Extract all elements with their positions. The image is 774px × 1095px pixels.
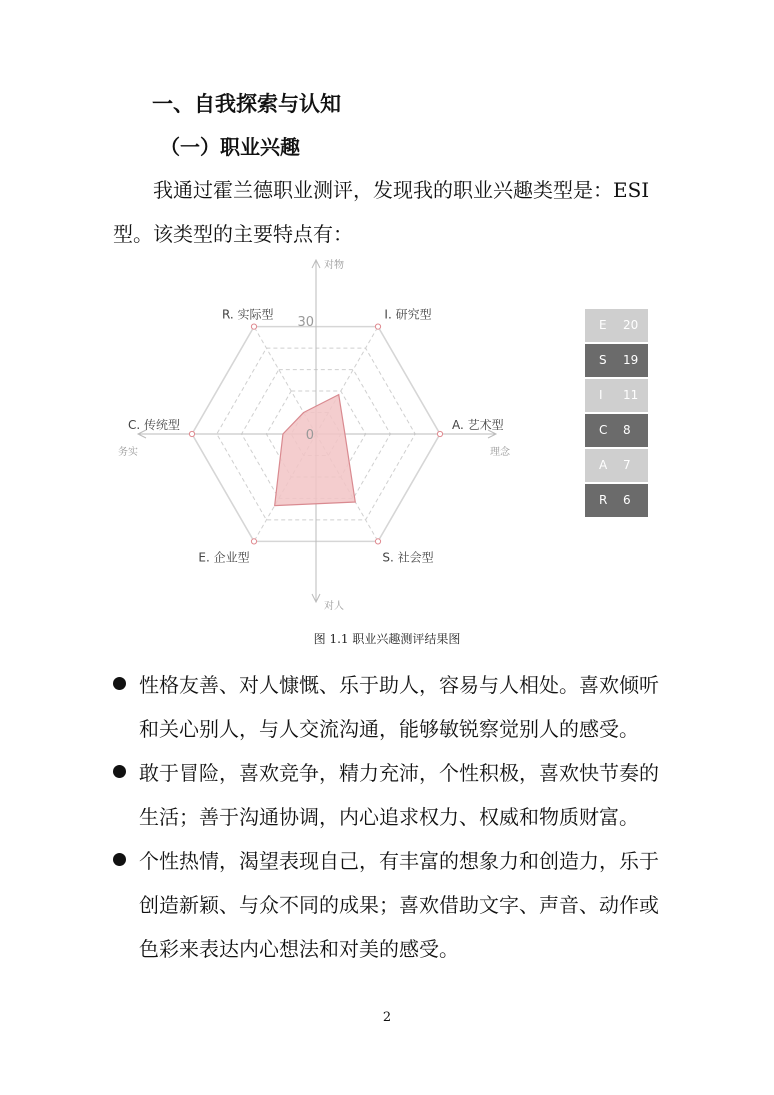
direction-label-right: 理念 bbox=[490, 447, 510, 458]
score-box bbox=[585, 449, 648, 482]
score-value: 8 bbox=[623, 423, 631, 437]
score-value: 20 bbox=[623, 318, 639, 332]
page-number: 2 bbox=[382, 1010, 392, 1025]
radar-vertex-dot bbox=[251, 539, 256, 544]
radar-vertex-dot bbox=[189, 431, 194, 436]
score-value: 19 bbox=[623, 353, 639, 367]
figure-caption: 图 1.1 职业兴趣测评结果图 bbox=[313, 632, 461, 646]
score-label: S bbox=[599, 353, 607, 367]
score-label: A bbox=[599, 458, 608, 472]
direction-label-left: 务实 bbox=[118, 447, 138, 458]
section-heading: 一、自我探索与认知 bbox=[152, 92, 341, 116]
radar-axis-label: S. 社会型 bbox=[382, 550, 434, 565]
subsection-heading: （一）职业兴趣 bbox=[160, 135, 300, 159]
bullet-dot-icon bbox=[113, 677, 126, 690]
bullet-text: 性格友善、对人慷慨、乐于助人，容易与人相处。喜欢倾听和关心别人，与人交流沟通，能够敏锐察觉别人的感受。 bbox=[139, 673, 659, 741]
radar-max-label: 30 bbox=[297, 315, 314, 330]
bullet-item bbox=[113, 839, 673, 971]
radar-vertex-dot bbox=[437, 431, 442, 436]
score-value: 7 bbox=[623, 458, 631, 472]
intro-paragraph: 我通过霍兰德职业测评，发现我的职业兴趣类型是：ESI型。该类型的主要特点有： bbox=[113, 178, 650, 246]
radar-axis-label: I. 研究型 bbox=[384, 307, 432, 322]
radar-center-label: 0 bbox=[305, 428, 314, 443]
score-label: C bbox=[599, 423, 608, 437]
score-label: E bbox=[599, 318, 607, 332]
radar-chart bbox=[100, 250, 540, 620]
score-value: 6 bbox=[623, 493, 631, 507]
radar-axis-label: C. 传统型 bbox=[127, 418, 180, 432]
radar-vertex-dot bbox=[375, 324, 380, 329]
direction-label-top: 对物 bbox=[324, 260, 344, 271]
score-box bbox=[585, 344, 648, 377]
score-value: 11 bbox=[623, 388, 639, 402]
score-box bbox=[585, 414, 648, 447]
radar-axis-label: E. 企业型 bbox=[198, 550, 250, 565]
bullet-item bbox=[113, 663, 673, 751]
bullet-dot-icon bbox=[113, 853, 126, 866]
radar-vertex-dot bbox=[375, 539, 380, 544]
bullet-item bbox=[113, 751, 673, 839]
radar-data-polygon bbox=[275, 395, 356, 506]
direction-label-bottom: 对人 bbox=[324, 601, 344, 612]
score-box bbox=[585, 379, 648, 412]
radar-axis-label: R. 实际型 bbox=[222, 307, 274, 322]
score-box bbox=[585, 484, 648, 517]
radar-axis-label: A. 艺术型 bbox=[452, 418, 504, 432]
score-box bbox=[585, 309, 648, 342]
bullet-text: 敢于冒险，喜欢竞争，精力充沛，个性积极，喜欢快节奏的生活；善于沟通协调，内心追求权力、权威和物质财富。 bbox=[139, 761, 659, 829]
score-label: R bbox=[599, 493, 608, 507]
bullet-text: 个性热情，渴望表现自己，有丰富的想象力和创造力，乐于创造新颖、与众不同的成果；喜欢借助文字、声音、动作或色彩来表达内心想法和对美的感受。 bbox=[139, 849, 659, 961]
score-label: I bbox=[599, 388, 603, 402]
radar-vertex-dot bbox=[251, 324, 256, 329]
bullet-dot-icon bbox=[113, 765, 126, 778]
